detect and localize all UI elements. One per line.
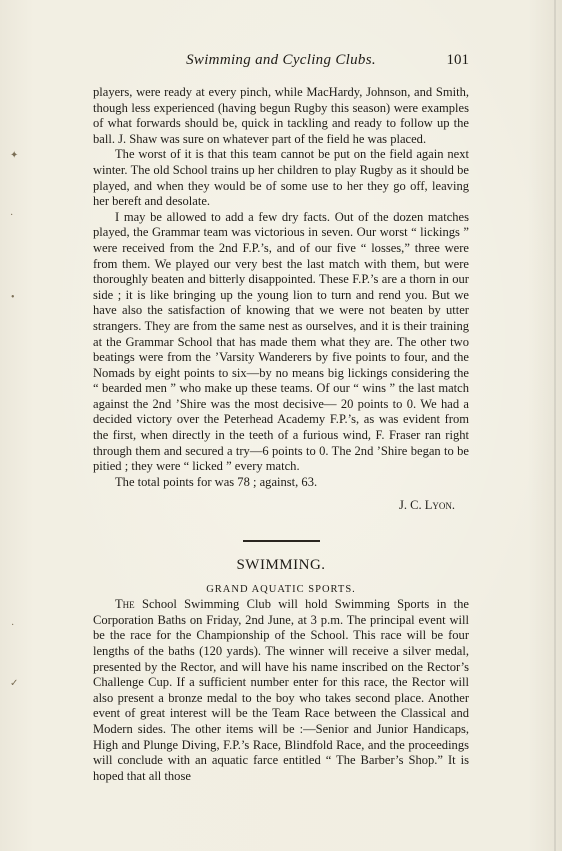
swimming-body-text: School Swimming Club will hold Swimming Sports in the Corporation Baths on Friday, 2nd June, at 3 p.m. The principal event will be the race for the Championship of the School. This race will be four lengths of the baths (120 yards). The winner will receive a silver medal, presented by the Rector, and will have his name inscribed on the Rector’s Challenge Cup. If a sufficient number enter for this race, the Rector will also present a bronze medal to the boy who takes second place. Another event of great interest will be the Team Race between the Classical and Modern sides. The other items will be :—Senior and Junior Handicaps, High and Plunge Diving, F.P.’s Race, Blindfold Race, and the proceedings will conclude with an aquatic farce entitled “ The Barber’s Shop.” It is hoped that all those [93,597,469,783]
main-text [93,85,469,784]
page-number: 101 [446,52,469,68]
rugby-paragraph-4: The total points for was 78 ; against, 63. [115,474,318,489]
margin-mark: • [11,292,15,303]
margin-mark: ✓ [10,678,19,689]
section-subtitle: GRAND AQUATIC SPORTS. [206,583,356,595]
margin-mark: · [11,620,15,631]
rugby-paragraph-2: The worst of it is that this team cannot be put on the field again next winter. The old School trains up her children to play Rugby as it should be played, and when they would be of some use to her they go off, leaving her bereft and desolate. [93,147,469,209]
signature: J. C. Lyon. [399,498,455,513]
rugby-paragraph-3: I may be allowed to add a few dry facts. Out of the dozen matches played, the Grammar team was victorious in seven. Our worst “ lickings ” were received from the 2nd F.P.’s, and of our five “ losses,” three were from them. We played our very best the last match with them, but were thoroughly beaten and bitterly disappointed. These F.P.’s are a thorn in our side ; it is like bringing up the young lion to turn and rend you. But we have also the satisfaction of knowing that we were not beaten by utter strangers. They are from the same nest as ourselves, and it is their training at the Grammar School that has made them what they are. The other two beatings were from the ’Varsity Wanderers by five points to four, and the Nomads by eight points to six—by no means big lickings considering the “ bearded men ” who make up these teams. Of our “ wins ” the last match against the 2nd ’Shire was the most decisive— 20 points to 0. We had a decided victory over the Peterhead Academy F.P.’s, as was evident from the first, when directly in the teeth of a furious wind, F. Fraser ran right through them and secured a try—6 points to 0. The 2nd ’Shire began to be pitied ; they were “ licked ” every match. [93,209,469,474]
section-divider [243,540,320,542]
swimming-lead-word: The [115,597,135,612]
section-title: SWIMMING. [236,557,326,574]
margin-mark: ✦ [10,150,19,161]
running-head: Swimming and Cycling Clubs. [186,52,376,68]
rugby-paragraph-1: players, were ready at every pinch, while MacHardy, Johnson, and Smith, though less experienced (having begun Rugby this season) were examples of what forwards should be, quick in tackling and ready to follow up the ball. J. Shaw was sure on whatever part of the field he was placed. [93,85,469,146]
page-header [93,52,469,74]
page-edge-shadow [554,0,556,851]
swimming-paragraph [93,597,469,784]
margin-mark: · [10,210,14,221]
